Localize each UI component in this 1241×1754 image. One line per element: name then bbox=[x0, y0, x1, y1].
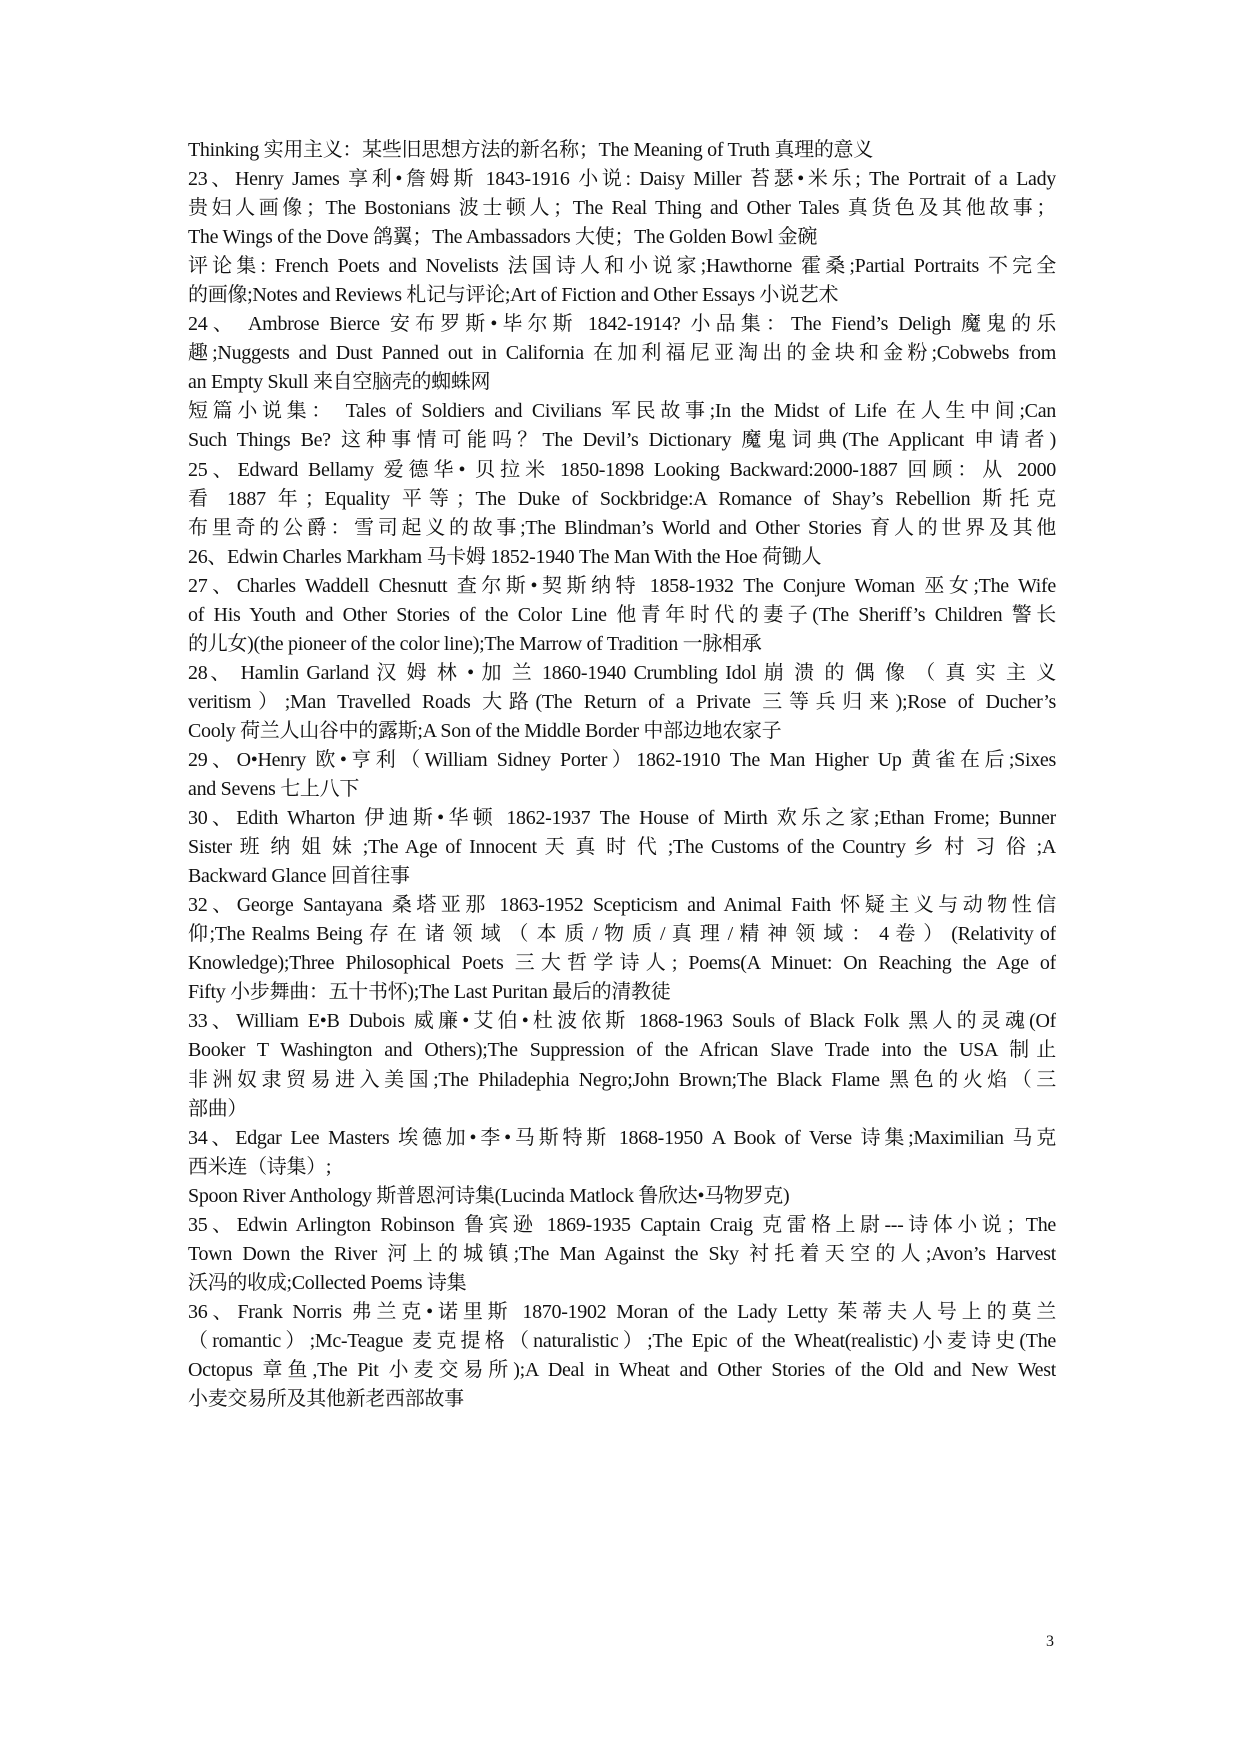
text-line: 30、Edith Wharton 伊迪斯•华顿 1862-1937 The House of Mirth 欢乐之家;Ethan Frome; Bunner bbox=[188, 807, 1056, 830]
text-line: Backward Glance 回首往事 bbox=[188, 865, 410, 888]
text-line: 趣;Nuggests and Dust Panned out in California 在加利福尼亚淘出的金块和金粉;Cobwebs from bbox=[188, 342, 1056, 365]
text-line: 小麦交易所及其他新老西部故事 bbox=[188, 1388, 464, 1411]
text-line: 29、O•Henry 欧•亨利（William Sidney Porter）1862-1910 The Man Higher Up 黄雀在后;Sixes bbox=[188, 748, 1056, 771]
text-line: 27、Charles Waddell Chesnutt 查尔斯•契斯纳特 1858-1932 The Conjure Woman 巫女;The Wife bbox=[188, 574, 1056, 597]
text-line: an Empty Skull 来自空脑壳的蜘蛛网 bbox=[188, 371, 491, 394]
text-line: Booker T Washington and Others);The Suppression of the African Slave Trade into the USA 制止 bbox=[188, 1039, 1056, 1062]
text-line: 西米连（诗集）; bbox=[188, 1155, 332, 1178]
text-line: 评论集: French Poets and Novelists 法国诗人和小说家;Hawthorne 霍桑;Partial Portraits 不完全 bbox=[188, 255, 1056, 278]
text-line: The Wings of the Dove 鸽翼；The Ambassadors 大使；The Golden Bowl 金碗 bbox=[188, 226, 818, 249]
text-line: 仰;The Realms Being 存 在 诸 领 域 （ 本 质 / 物 质 / 真 理 / 精 神 领 域 ： 4 卷 ） (Relativity of bbox=[188, 923, 1056, 946]
text-line: Such Things Be? 这种事情可能吗？The Devil’s Dictionary 魔鬼词典(The Applicant 申请者) bbox=[188, 429, 1056, 452]
text-line: veritism）;Man Travelled Roads 大路(The Return of a Private 三等兵归来);Rose of Ducher’s bbox=[188, 690, 1056, 713]
text-line: 26、Edwin Charles Markham 马卡姆 1852-1940 The Man With the Hoe 荷锄人 bbox=[188, 545, 822, 568]
text-line: Spoon River Anthology 斯普恩河诗集(Lucinda Matlock 鲁欣达•马物罗克) bbox=[188, 1184, 790, 1207]
text-line: 36、Frank Norris 弗兰克•诺里斯 1870-1902 Moran of the Lady Letty 茱蒂夫人号上的莫兰 bbox=[188, 1300, 1056, 1323]
text-line: 短篇小说集： Tales of Soldiers and Civilians 军民故事;In the Midst of Life 在人生中间;Can bbox=[188, 400, 1056, 423]
text-line: of His Youth and Other Stories of the Color Line 他青年时代的妻子(The Sheriff’s Children 警长 bbox=[188, 603, 1056, 626]
text-line: 25、Edward Bellamy 爱德华• 贝拉米 1850-1898 Looking Backward:2000-1887 回顾：从 2000 bbox=[188, 458, 1056, 481]
text-line: and Sevens 七上八下 bbox=[188, 778, 360, 801]
text-line: 32、George Santayana 桑塔亚那 1863-1952 Scepticism and Animal Faith 怀疑主义与动物性信 bbox=[188, 894, 1056, 917]
text-line: 28、 Hamlin Garland 汉 姆 林 • 加 兰 1860-1940 Crumbling Idol 崩 溃 的 偶 像 （ 真 实 主 义 bbox=[188, 661, 1056, 684]
text-line: 布里奇的公爵：雪司起义的故事;The Blindman’s World and Other Stories 育人的世界及其他 bbox=[188, 516, 1056, 539]
text-line: 的画像;Notes and Reviews 札记与评论;Art of Fiction and Other Essays 小说艺术 bbox=[188, 284, 839, 307]
text-line: 35、Edwin Arlington Robinson 鲁宾逊 1869-1935 Captain Craig 克雷格上尉---诗体小说；The bbox=[188, 1213, 1056, 1236]
text-line: Fifty 小步舞曲：五十书怀);The Last Puritan 最后的清教徒 bbox=[188, 981, 671, 1004]
text-line: Knowledge);Three Philosophical Poets 三大哲学诗人; Poems(A Minuet: On Reaching the Age of bbox=[188, 952, 1056, 975]
text-line: Octopus 章鱼,The Pit 小麦交易所);A Deal in Wheat and Other Stories of the Old and New West bbox=[188, 1358, 1056, 1381]
text-line: 的儿女)(the pioneer of the color line);The Marrow of Tradition 一脉相承 bbox=[188, 632, 762, 655]
text-line: 33、William E•B Dubois 威廉•艾伯•杜波依斯 1868-1963 Souls of Black Folk 黑人的灵魂(Of bbox=[188, 1010, 1056, 1033]
text-line: 23、Henry James 享利•詹姆斯 1843-1916 小说: Daisy Miller 苔瑟•米乐; The Portrait of a Lady bbox=[188, 168, 1056, 191]
text-line: 沃冯的收成;Collected Poems 诗集 bbox=[188, 1271, 467, 1294]
text-line: 看 1887 年；Equality 平等；The Duke of Sockbridge:A Romance of Shay’s Rebellion 斯托克 bbox=[188, 487, 1056, 510]
text-line: 24、 Ambrose Bierce 安布罗斯•毕尔斯 1842-1914? 小品集：The Fiend’s Deligh 魔鬼的乐 bbox=[188, 313, 1056, 336]
text-line: Sister 班 纳 姐 妹 ;The Age of Innocent 天 真 时 代 ;The Customs of the Country 乡 村 习 俗 ;A bbox=[188, 836, 1056, 859]
text-line: 34、Edgar Lee Masters 埃德加•李•马斯特斯 1868-1950 A Book of Verse 诗集;Maximilian 马克 bbox=[188, 1126, 1056, 1149]
text-line: （romantic）;Mc-Teague 麦克提格（naturalistic）;The Epic of the Wheat(realistic)小麦诗史(The bbox=[188, 1329, 1056, 1352]
text-line: 贵妇人画像；The Bostonians 波士顿人；The Real Thing and Other Tales 真货色及其他故事； bbox=[188, 197, 1056, 220]
document-body bbox=[188, 136, 1056, 1414]
text-line: Cooly 荷兰人山谷中的露斯;A Son of the Middle Border 中部边地农家子 bbox=[188, 719, 782, 742]
text-line: Thinking 实用主义：某些旧思想方法的新名称；The Meaning of Truth 真理的意义 bbox=[188, 139, 873, 161]
text-line: Town Down the River 河上的城镇;The Man Against the Sky 衬托着天空的人;Avon’s Harvest bbox=[188, 1242, 1056, 1265]
text-line: 部曲） bbox=[188, 1097, 248, 1120]
page-number: 3 bbox=[1046, 1633, 1054, 1650]
text-line: 非洲奴隶贸易进入美国;The Philadephia Negro;John Brown;The Black Flame 黑色的火焰（三 bbox=[188, 1068, 1056, 1091]
